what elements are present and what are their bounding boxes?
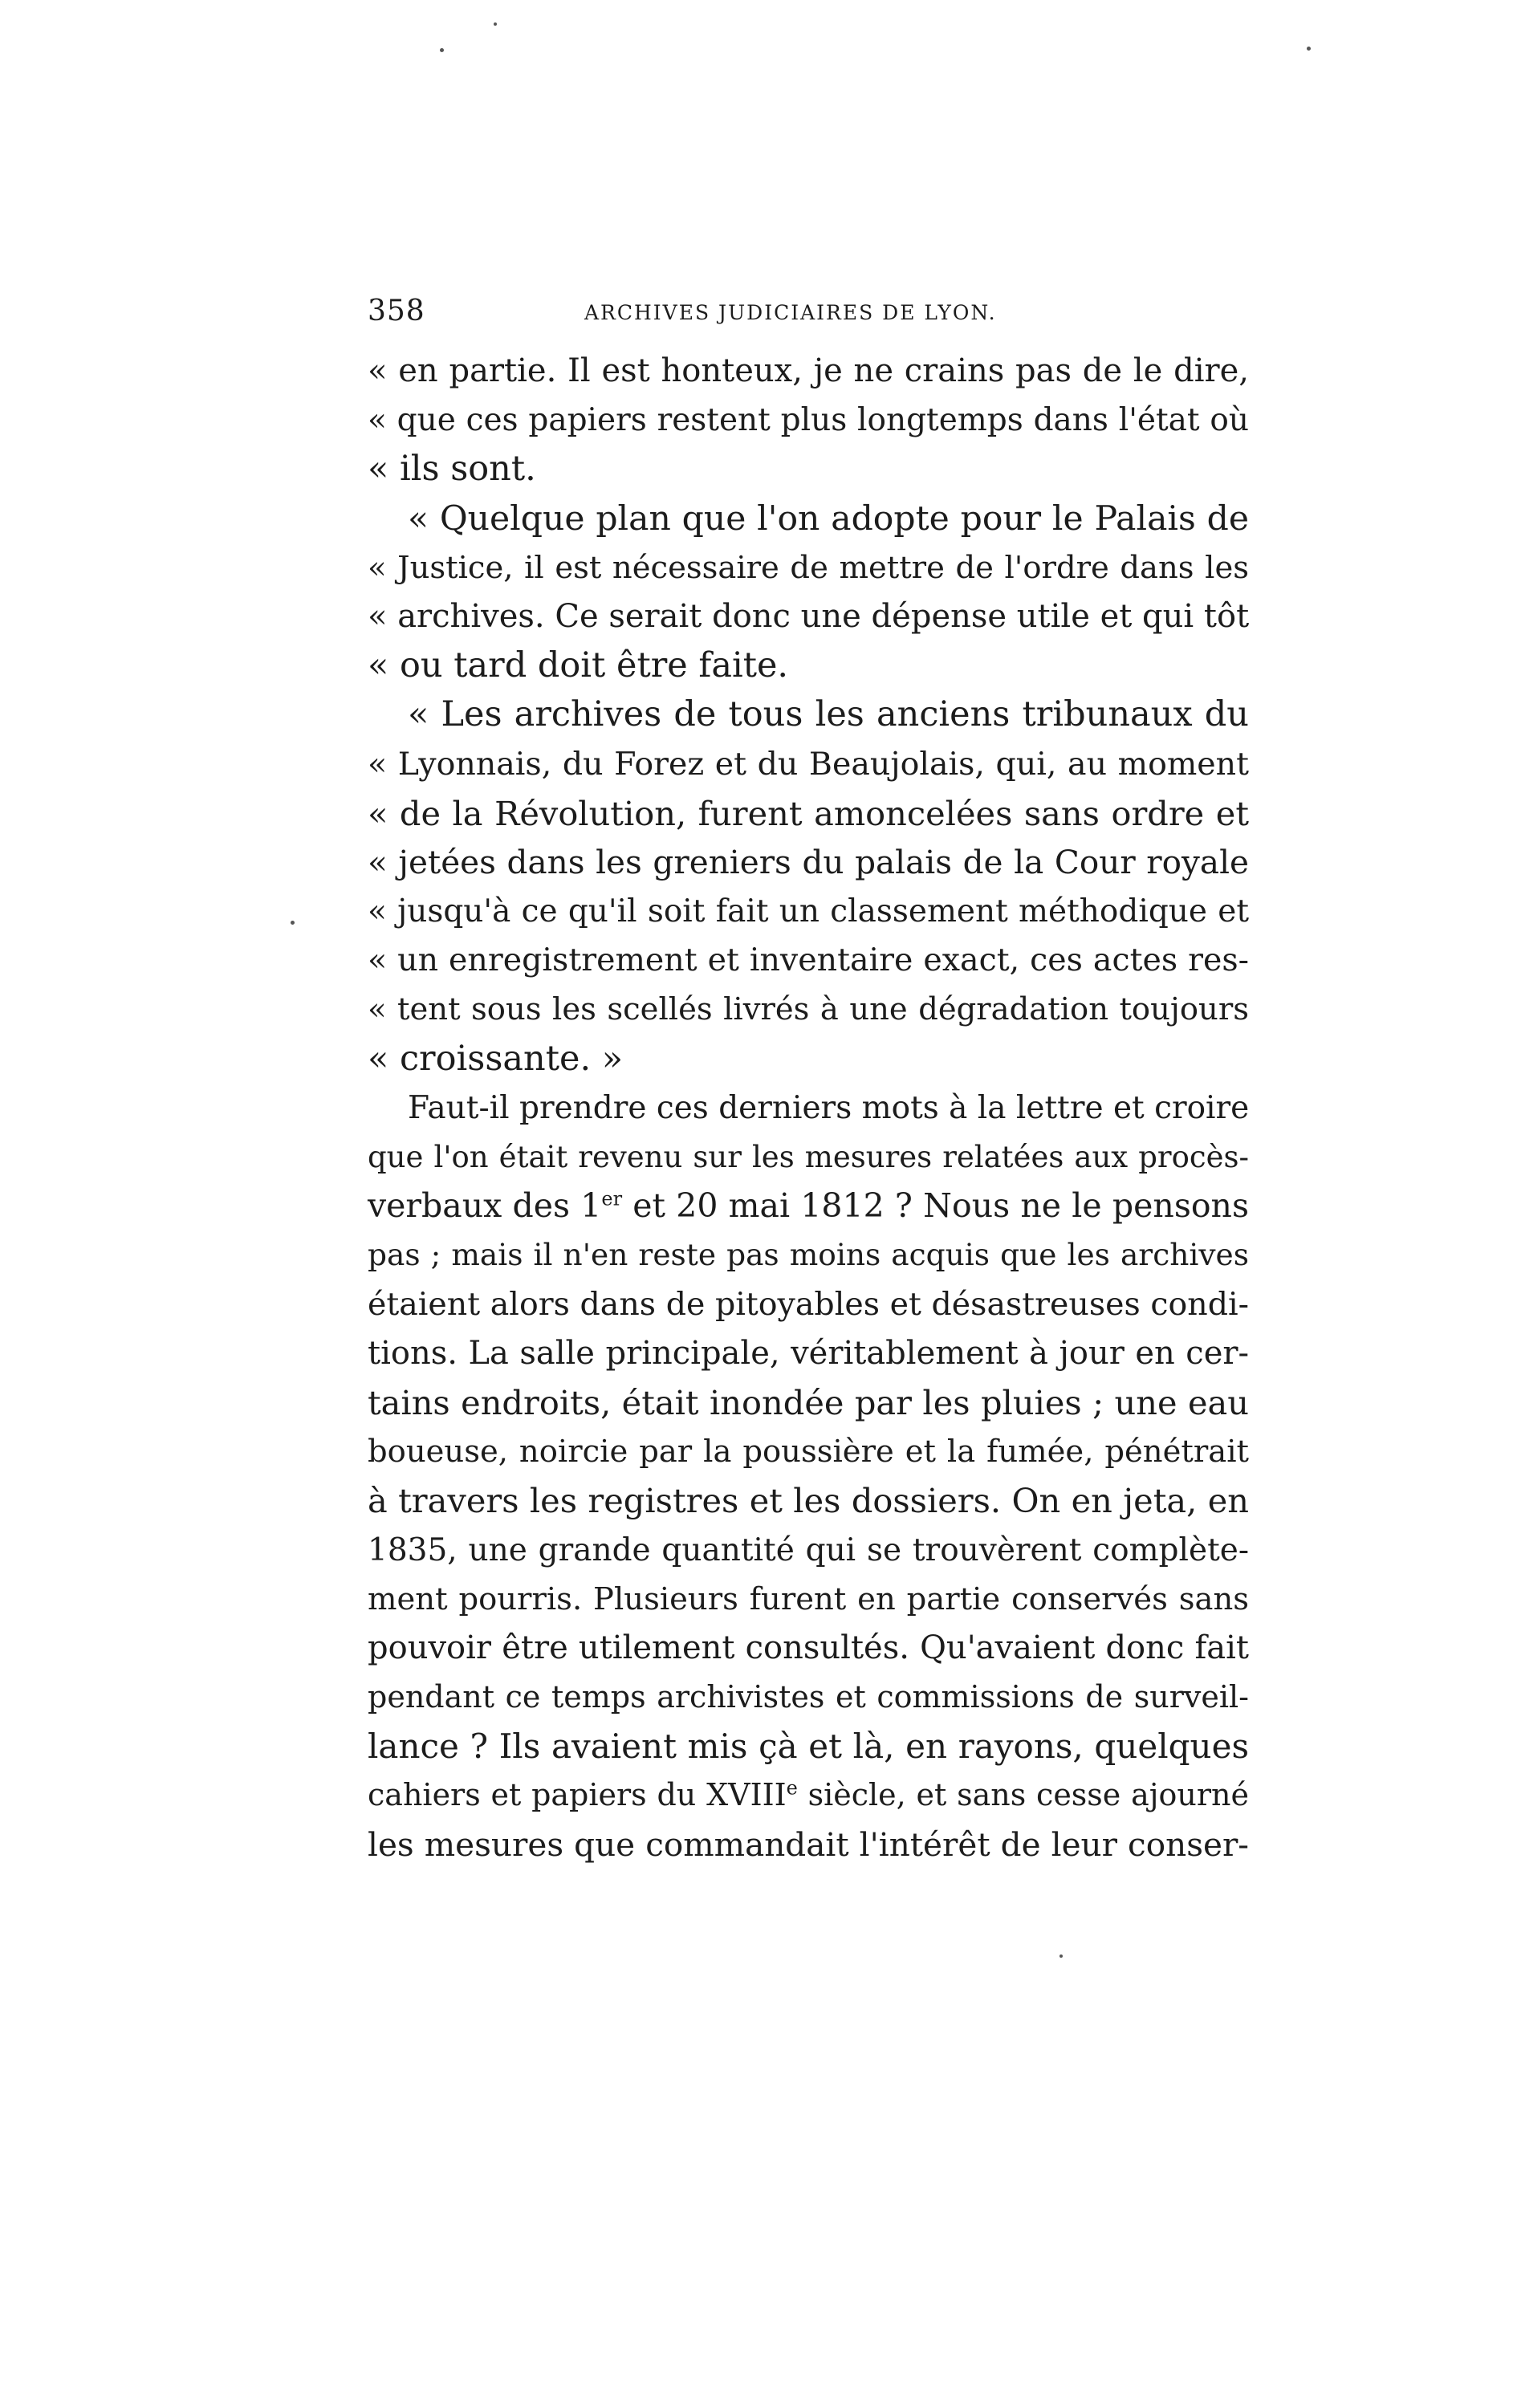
scan-speck bbox=[1059, 1954, 1063, 1958]
text-line: tains endroits, était inondée par les pluies ; une eau bbox=[368, 1382, 1249, 1422]
text-fragment: cahiers et papiers du XVIII bbox=[368, 1777, 787, 1813]
text-line: pouvoir être utilement consultés. Qu'avaient donc fait bbox=[368, 1629, 1249, 1666]
superscript: er bbox=[601, 1187, 623, 1210]
text-line: « en partie. Il est honteux, je ne crains pas de le dire, bbox=[368, 352, 1249, 389]
text-line: tions. La salle principale, véritablement à jour en cer- bbox=[368, 1334, 1249, 1372]
running-head: ARCHIVES JUDICIAIRES DE LYON. bbox=[584, 301, 997, 324]
text-line: ment pourris. Plusieurs furent en partie conservés sans bbox=[368, 1580, 1249, 1617]
text-line bbox=[368, 1182, 1249, 1230]
scan-speck bbox=[1307, 47, 1311, 51]
text-fragment: et 20 mai 1812 ? Nous ne le pensons bbox=[622, 1186, 1249, 1226]
scan-speck bbox=[440, 48, 444, 52]
page-header bbox=[368, 295, 1249, 335]
text-line: étaient alors dans de pitoyables et désastreuses condi- bbox=[368, 1285, 1249, 1323]
text-line: lance ? Ils avaient mis çà et là, en rayons, quelques bbox=[368, 1727, 1249, 1767]
text-fragment: verbaux des 1 bbox=[368, 1186, 602, 1226]
text-line: les mesures que commandait l'intérêt de leur conser- bbox=[368, 1824, 1249, 1864]
text-line: « jetées dans les greniers du palais de la Cour royale bbox=[368, 842, 1249, 881]
text-line: à travers les registres et les dossiers. On en jeta, en bbox=[368, 1481, 1249, 1521]
text-line: « croissante. » bbox=[368, 1038, 624, 1079]
text-line: pendant ce temps archivistes et commissions de surveil- bbox=[368, 1679, 1249, 1715]
text-line bbox=[368, 1771, 1249, 1820]
text-line: « Lyonnais, du Forez et du Beaujolais, qui, au moment bbox=[368, 745, 1249, 783]
scan-speck bbox=[494, 22, 497, 26]
page-number: 358 bbox=[368, 295, 425, 327]
text-line: « Justice, il est nécessaire de mettre de l'ordre dans les bbox=[368, 549, 1249, 586]
superscript: e bbox=[786, 1776, 798, 1800]
text-line: « ou tard doit être faite. bbox=[368, 645, 789, 686]
text-line: pas ; mais il n'en reste pas moins acquis que les archives bbox=[368, 1237, 1249, 1273]
text-line: « archives. Ce serait donc une dépense utile et qui tôt bbox=[368, 597, 1250, 635]
text-line: « Les archives de tous les anciens tribunaux du bbox=[408, 694, 1249, 735]
text-line: « Quelque plan que l'on adopte pour le Palais de bbox=[408, 498, 1249, 539]
text-line: « jusqu'à ce qu'il soit fait un classement méthodique et bbox=[368, 893, 1249, 930]
text-line: Faut-il prendre ces derniers mots à la lettre et croire bbox=[408, 1089, 1250, 1126]
text-line: « ils sont. bbox=[368, 449, 536, 490]
text-line: boueuse, noircie par la poussière et la fumée, pénétrait bbox=[368, 1434, 1249, 1470]
text-line: « tent sous les scellés livrés à une dégradation toujours bbox=[368, 991, 1249, 1028]
text-line: « que ces papiers restent plus longtemps dans l'état où bbox=[368, 402, 1249, 439]
text-line: « de la Révolution, furent amoncelées sans ordre et bbox=[368, 793, 1249, 833]
text-line: 1835, une grande quantité qui se trouvèrent complète- bbox=[368, 1531, 1249, 1568]
text-line: que l'on était revenu sur les mesures relatées aux procès- bbox=[368, 1140, 1249, 1174]
scan-speck bbox=[291, 921, 295, 925]
text-line: « un enregistrement et inventaire exact, ces actes res- bbox=[368, 942, 1249, 979]
text-fragment: siècle, et sans cesse ajourné bbox=[797, 1777, 1250, 1813]
body-text bbox=[368, 347, 1249, 1869]
